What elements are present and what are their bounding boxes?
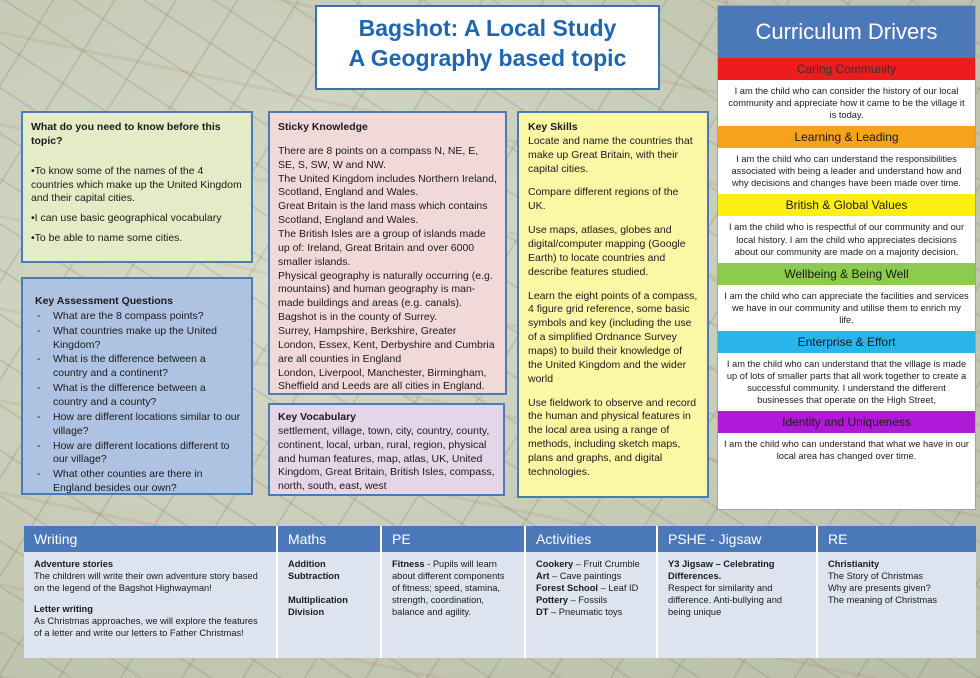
sticky-knowledge-item: Physical geography is naturally occurring (e.g. mountains) and human geography is man-made buildings and areas (e.g. canals).: [278, 269, 493, 310]
curriculum-drivers-panel: [717, 5, 976, 510]
assessment-questions-panel: [21, 277, 253, 495]
maths-topic: Subtraction: [288, 571, 340, 582]
activity-detail: – Fossils: [568, 595, 608, 606]
pe-column: [382, 526, 526, 658]
writing-body: [24, 552, 278, 658]
pe-subheading: Fitness: [392, 559, 425, 569]
assessment-question: - How are different locations different to our village?: [35, 440, 243, 468]
sticky-knowledge-item: The British Isles are a group of islands made up of: Ireland, Great Britain and over 6000 smaller islands.: [278, 228, 486, 268]
activity-row: [536, 570, 646, 582]
re-item: The Story of Christmas: [828, 571, 924, 582]
key-skill-item: Locate and name the countries that make up Great Britain, with their capital cities.: [528, 134, 693, 175]
assessment-question: - What other counties are there in England besides our own?: [35, 468, 243, 496]
activity-name: DT: [536, 607, 549, 618]
re-heading: RE: [818, 526, 976, 552]
key-vocabulary-panel: [268, 403, 505, 496]
maths-topic: Division: [288, 607, 325, 618]
writing-text: The children will write their own adventure story based on the legend of the Bagshot Highwayman!: [34, 571, 258, 594]
sticky-knowledge-heading: Sticky Knowledge: [278, 121, 368, 133]
re-subheading: Christianity: [828, 559, 880, 569]
pe-body: [382, 552, 526, 658]
activity-detail: – Pneumatic toys: [548, 607, 623, 618]
assessment-question: - What is the difference between a country and a continent?: [35, 353, 243, 381]
key-skill-item: Learn the eight points of a compass, 4 figure grid reference, some basic symbols and key (including the use of a simplified Ordnance Survey maps) to build their knowledge of the United Kingdom and the wider world: [528, 289, 698, 385]
writing-subheading: Letter writing: [34, 604, 93, 615]
assessment-list: [35, 310, 243, 496]
activities-heading: Activities: [526, 526, 658, 552]
re-column: [818, 526, 976, 658]
activity-name: Forest School: [536, 583, 598, 594]
key-skills-heading: Key Skills: [528, 121, 578, 133]
assessment-heading: Key Assessment Questions: [35, 295, 173, 307]
activity-name: Pottery: [536, 595, 569, 606]
driver-statement: I am the child who can consider the history of our local community and appreciate how it came to be the village it is today.: [718, 80, 975, 126]
key-skills-panel: [517, 111, 709, 498]
writing-subheading: Adventure stories: [34, 559, 114, 569]
pe-heading: PE: [382, 526, 526, 552]
activities-column: [526, 526, 658, 658]
sticky-knowledge-panel: [268, 111, 507, 395]
activity-detail: – Cave paintings: [549, 571, 622, 582]
driver-label: Enterprise & Effort: [718, 331, 975, 353]
maths-topic: Multiplication: [288, 595, 348, 606]
writing-column: [24, 526, 278, 658]
driver-label: British & Global Values: [718, 194, 975, 216]
activity-name: Art: [536, 571, 550, 582]
maths-body: [278, 552, 382, 658]
key-skill-item: Use fieldwork to observe and record the human and physical features in the local area using a range of methods, including sketch maps, plans and graphs, and digital technologies.: [528, 396, 697, 478]
sticky-knowledge-item: Great Britain is the land mass which contains Scotland, England and Wales.: [278, 200, 488, 227]
writing-text: As Christmas approaches, we will explore the features of a letter and write our letters to Father Christmas!: [34, 616, 258, 639]
driver-statement: I am the child who can understand that the village is made up of lots of smaller parts that all work together to create a successful community. I understand the different businesses that operate on the High Street,: [718, 353, 975, 411]
assessment-question: - What is the difference between a country and a county?: [35, 382, 243, 410]
subjects-row: [24, 526, 976, 658]
re-body: [818, 552, 976, 658]
vocabulary-heading: Key Vocabulary: [278, 411, 357, 423]
driver-label: Wellbeing & Being Well: [718, 263, 975, 285]
activity-row: [536, 558, 646, 570]
activity-detail: – Fruit Crumble: [573, 559, 640, 569]
activity-row: [536, 594, 646, 606]
title-line-1: Bagshot: A Local Study: [358, 15, 617, 41]
assessment-question: - How are different locations similar to our village?: [35, 411, 243, 439]
prior-knowledge-item: •To know some of the names of the 4 countries which make up the United Kingdom and their capital cities.: [31, 164, 242, 205]
prior-knowledge-item: •To be able to name some cities.: [31, 232, 183, 245]
activity-name: Cookery: [536, 559, 574, 569]
driver-statement: I am the child who can understand the responsibilities associated with being a leader and understand how and why decisions and changes have been made over time.: [718, 148, 975, 194]
driver-statement: I am the child who can understand that what we have in our local area has changed over time.: [718, 433, 975, 467]
curriculum-drivers-list: [718, 58, 975, 467]
prior-knowledge-heading: What do you need to know before this topic?: [31, 121, 221, 147]
key-skill-item: Use maps, atlases, globes and digital/computer mapping (Google Earth) to locate countries and describe features studied.: [528, 224, 686, 278]
pshe-subheading: Y3 Jigsaw – Celebrating Differences.: [668, 559, 775, 582]
driver-statement: I am the child who can appreciate the facilities and services we have in our community and utilise them to enrich my life.: [718, 285, 975, 331]
activity-row: [536, 582, 646, 594]
sticky-knowledge-item: London, Liverpool, Manchester, Birmingham, Sheffield and Leeds are all cities in England.: [278, 366, 487, 393]
assessment-question: - What countries make up the United Kingdom?: [35, 325, 243, 353]
sticky-knowledge-item: Bagshot is in the county of Surrey.: [278, 311, 438, 324]
re-item: The meaning of Christmas: [828, 595, 938, 606]
sticky-knowledge-item: Surrey, Hampshire, Berkshire, Greater London, Essex, Kent, Derbyshire and Cumbria are all counties in England: [278, 325, 495, 365]
assessment-question: - What are the 8 compass points?: [35, 310, 243, 324]
pshe-column: [658, 526, 818, 658]
page-title: [315, 5, 660, 90]
key-skill-item: Compare different regions of the UK.: [528, 186, 679, 213]
sticky-knowledge-item: There are 8 points on a compass N, NE, E, SE, S, SW, W and NW.: [278, 144, 479, 171]
pe-text: - Pupils will learn about different components of fitness; speed, stamina, strength, coordination, balance and agility.: [392, 559, 505, 618]
pshe-text: Respect for similarity and difference. Anti-bullying and being unique: [668, 583, 783, 618]
re-item: Why are presents given?: [828, 583, 931, 594]
curriculum-drivers-heading: Curriculum Drivers: [718, 6, 975, 58]
maths-column: [278, 526, 382, 658]
activities-body: [526, 552, 658, 658]
sticky-knowledge-item: The United Kingdom includes Northern Ireland, Scotland, England and Wales.: [278, 172, 497, 199]
writing-heading: Writing: [24, 526, 278, 552]
prior-knowledge-panel: [21, 111, 253, 263]
maths-heading: Maths: [278, 526, 382, 552]
title-line-2: A Geography based topic: [348, 44, 627, 71]
activity-row: [536, 606, 646, 618]
pshe-body: [658, 552, 818, 658]
driver-label: Identity and Uniqueness: [718, 411, 975, 433]
driver-label: Learning & Leading: [718, 126, 975, 148]
driver-label: Caring Community: [718, 58, 975, 80]
prior-knowledge-item: •I can use basic geographical vocabulary: [31, 212, 222, 225]
maths-topic: Addition: [288, 559, 326, 569]
driver-statement: I am the child who is respectful of our community and our local history. I am the child who appreciates decisions about our community are made on a majority decision.: [718, 216, 975, 262]
activity-detail: – Leaf ID: [598, 583, 639, 594]
vocabulary-text: settlement, village, town, city, country, county, continent, local, urban, rural, region, physical and human features, map, atlas, UK, United Kingdom, Great Britain, British Isles, compass, north, south, east, west: [278, 424, 495, 493]
pshe-heading: PSHE - Jigsaw: [658, 526, 818, 552]
